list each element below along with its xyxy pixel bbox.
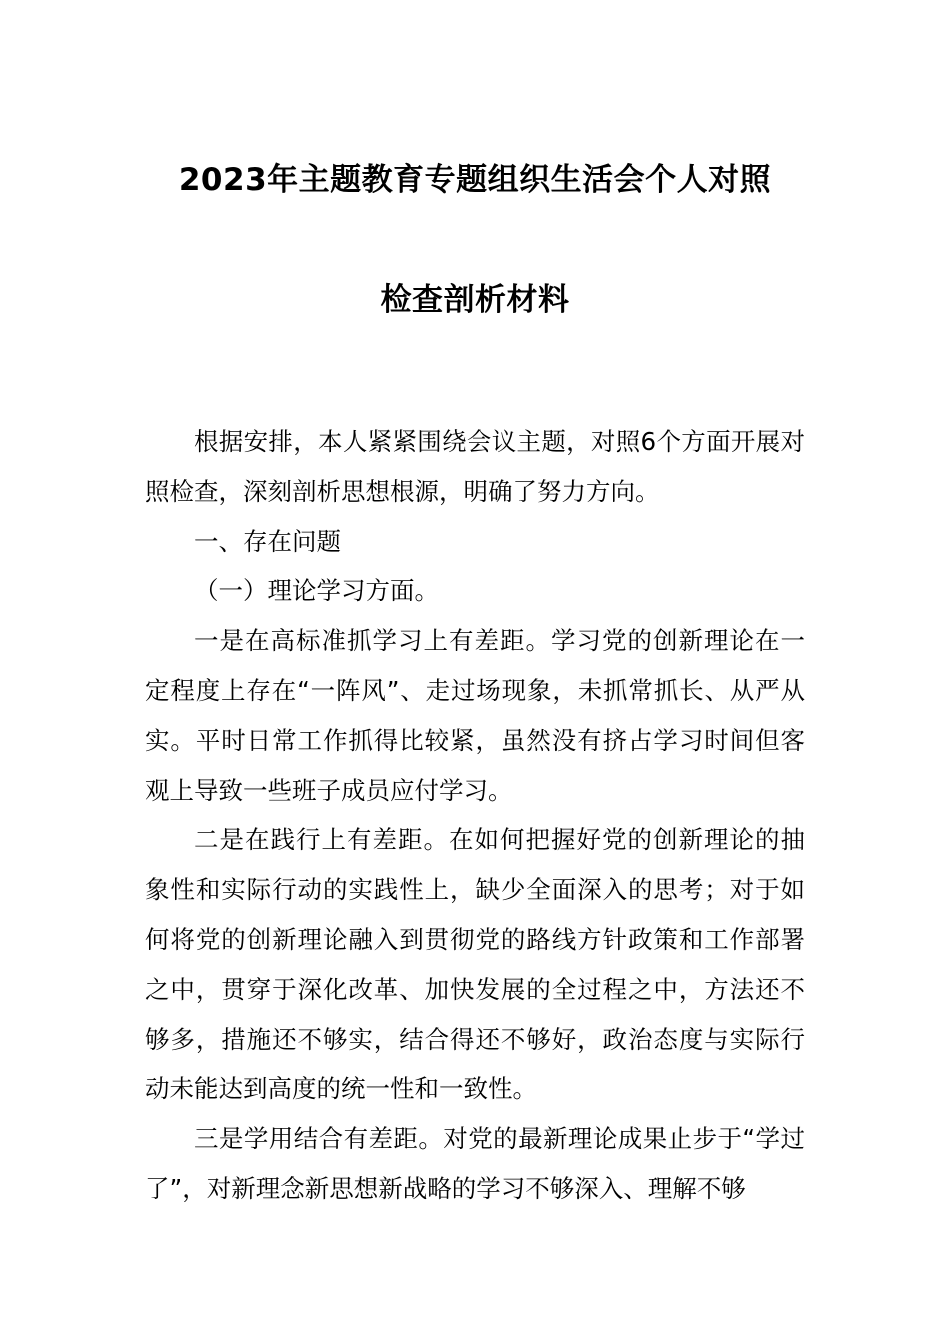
intro-paragraph: 根据安排，本人紧紧围绕会议主题，对照6个方面开展对照检查，深刻剖析思想根源，明确了努力方向。 — [145, 427, 805, 506]
paragraph-point-one: 一是在高标准抓学习上有差距。学习党的创新理论在一定程度上存在“一阵风”、走过场现象，未抓常抓长、从严从实。平时日常工作抓得比较紧，虽然没有挤占学习时间但客观上导致一些班子成员应付学习。 — [145, 626, 805, 805]
section-heading-problems: 一、存在问题 — [194, 526, 341, 556]
paragraph-point-three: 三是学用结合有差距。对党的最新理论成果止步于“学过了”，对新理念新思想新战略的学习不够深入、理解不够 — [145, 1124, 805, 1203]
document-title-line-1: 2023年主题教育专题组织生活会个人对照 — [178, 162, 772, 198]
paragraph-point-two: 二是在践行上有差距。在如何把握好党的创新理论的抽象性和实际行动的实践性上，缺少全面深入的思考；对于如何将党的创新理论融入到贯彻党的路线方针政策和工作部署之中，贯穿于深化改革、加快发展的全过程之中，方法还不够多，措施还不够实，结合得还不够好，政治态度与实际行动未能达到高度的统一性和一致性。 — [145, 825, 805, 1104]
document-body — [145, 417, 805, 1214]
subsection-heading-theory-study: （一）理论学习方面。 — [194, 576, 439, 606]
document-title-line-2: 检查剖析材料 — [380, 282, 570, 318]
